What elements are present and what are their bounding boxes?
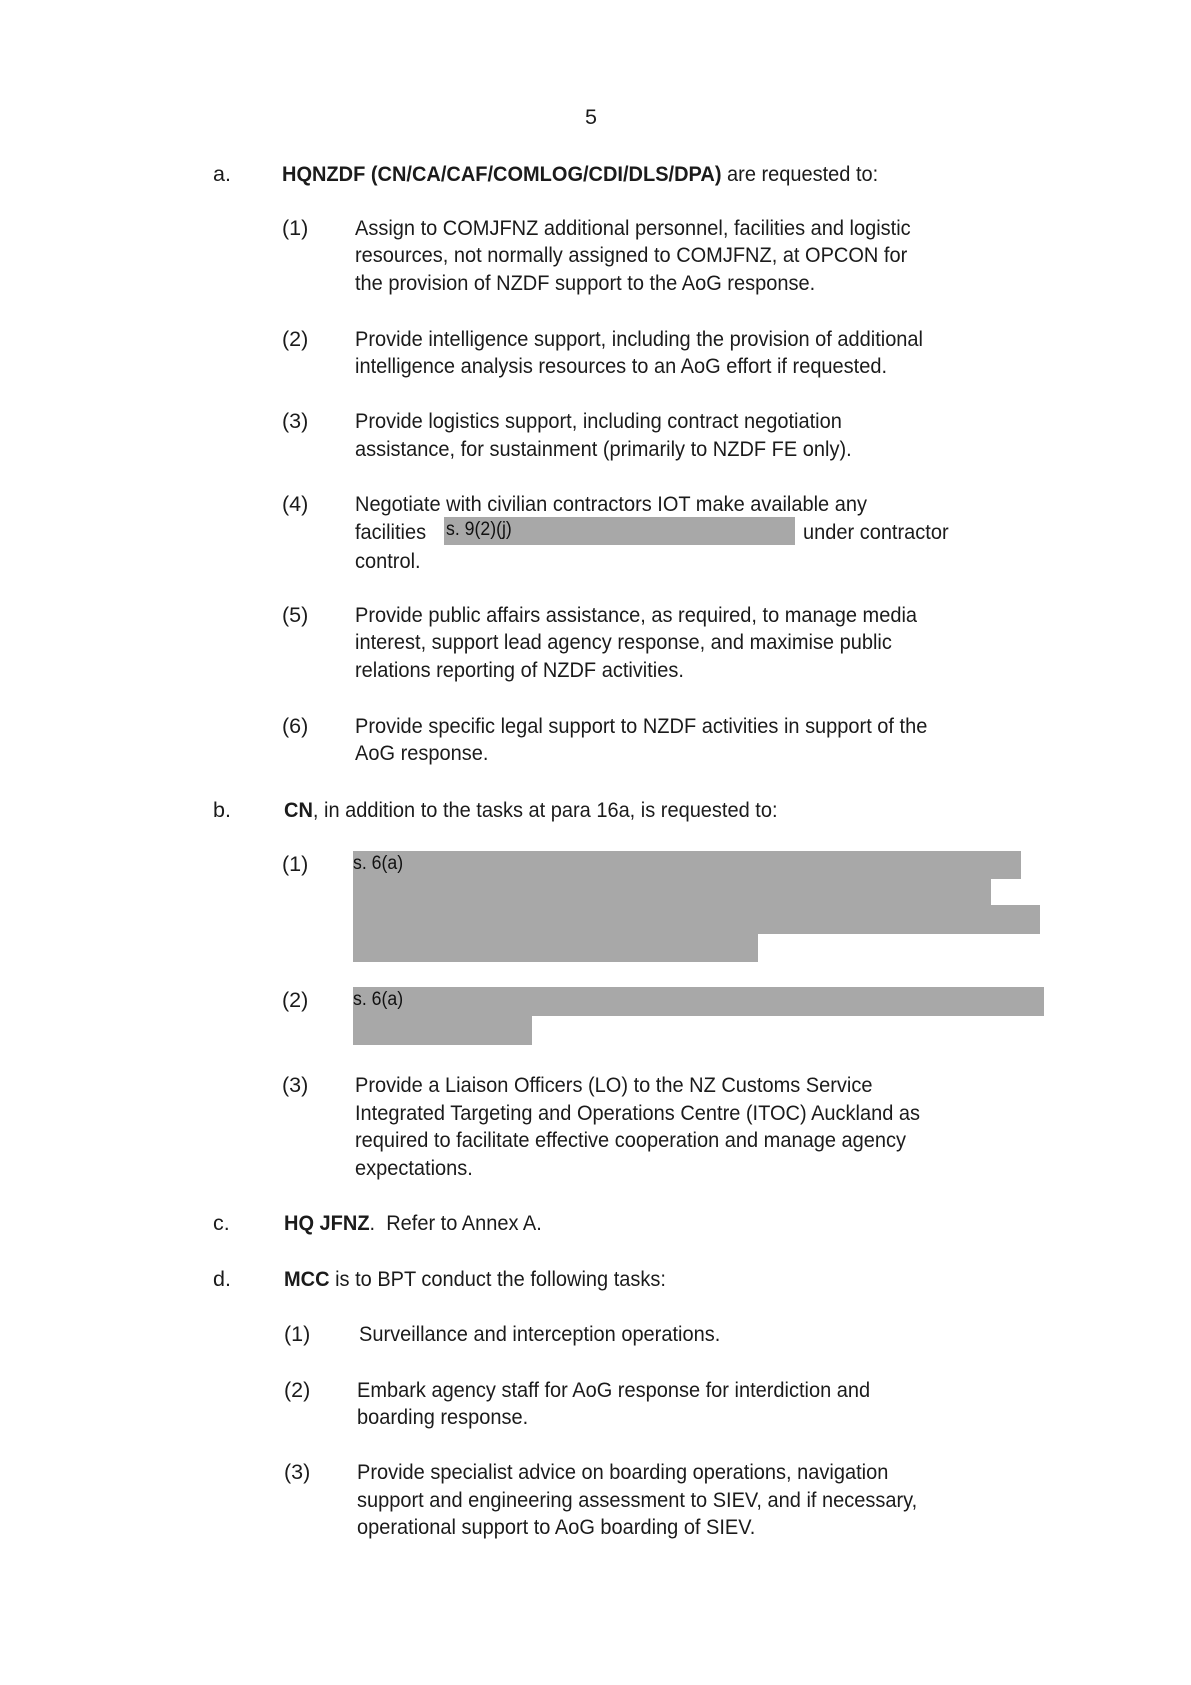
redaction-box (353, 933, 758, 962)
redaction-label: s. 9(2)(j) (446, 519, 512, 540)
item-line: Provide public affairs assistance, as required, to manage media (355, 603, 918, 627)
item-line: Integrated Targeting and Operations Centre (ITOC) Auckland as (355, 1101, 921, 1125)
item-line: Provide a Liaison Officers (LO) to the NZ Customs Service (355, 1073, 873, 1097)
item-line: resources, not normally assigned to COMJFNZ, at OPCON for (355, 243, 908, 267)
item-line: support and engineering assessment to SIEV, and if necessary, (357, 1488, 918, 1512)
page-number: 5 (585, 105, 597, 129)
para-b-text: , in addition to the tasks at para 16a, is requested to: (312, 798, 778, 822)
item-line: Surveillance and interception operations. (359, 1322, 721, 1346)
item-line: Assign to COMJFNZ additional personnel, facilities and logistic (355, 216, 911, 240)
item-line: Negotiate with civilian contractors IOT make available any (355, 492, 867, 516)
redaction-label: s. 6(a) (353, 853, 404, 874)
item-line: Provide intelligence support, including the provision of additional (355, 327, 923, 351)
para-d-bold: MCC (284, 1267, 330, 1291)
para-a-label: a. (213, 162, 231, 186)
para-a-text: are requested to: (721, 162, 879, 186)
item-number: (2) (282, 988, 309, 1012)
item-line: Embark agency staff for AoG response for interdiction and (357, 1378, 871, 1402)
item-line: operational support to AoG boarding of SIEV. (357, 1515, 756, 1539)
para-d-text: is to BPT conduct the following tasks: (329, 1267, 666, 1291)
item-line: AoG response. (355, 741, 489, 765)
redaction-box (353, 879, 991, 906)
item-line: relations reporting of NZDF activities. (355, 658, 684, 682)
item-number: (2) (282, 327, 309, 351)
para-c-bold: HQ JFNZ (284, 1211, 370, 1235)
para-b-label: b. (213, 798, 231, 822)
item-line: the provision of NZDF support to the AoG response. (355, 271, 816, 295)
item-line: Provide specific legal support to NZDF activities in support of the (355, 714, 928, 738)
para-c-heading (284, 1209, 542, 1237)
redaction-box (353, 1015, 532, 1045)
item-number: (3) (284, 1460, 311, 1484)
item-number: (5) (282, 603, 309, 627)
para-d-label: d. (213, 1267, 231, 1291)
item-line: required to facilitate effective cooperation and manage agency (355, 1128, 906, 1152)
para-a-heading (282, 160, 878, 188)
item-line: boarding response. (357, 1405, 529, 1429)
redaction-box (353, 905, 1040, 934)
item-line: control. (355, 549, 421, 573)
item-line: Provide specialist advice on boarding operations, navigation (357, 1460, 889, 1484)
item-line: interest, support lead agency response, and maximise public (355, 630, 892, 654)
para-c-text: . Refer to Annex A. (369, 1211, 542, 1235)
item-line: expectations. (355, 1156, 473, 1180)
item-number: (3) (282, 1073, 309, 1097)
item-number: (2) (284, 1378, 311, 1402)
redaction-box (353, 851, 1021, 879)
redaction-box (444, 517, 795, 545)
para-c-label: c. (213, 1211, 230, 1235)
item-number: (3) (282, 409, 309, 433)
para-b-bold: CN (284, 798, 313, 822)
item-number: (1) (284, 1322, 311, 1346)
item-line: Provide logistics support, including contract negotiation (355, 409, 842, 433)
item-line: assistance, for sustainment (primarily to NZDF FE only). (355, 437, 852, 461)
para-b-heading (284, 796, 778, 824)
item-line: facilities (355, 520, 427, 544)
item-line: under contractor (803, 520, 949, 544)
item-number: (1) (282, 852, 309, 876)
item-line: intelligence analysis resources to an AoG effort if requested. (355, 354, 888, 378)
para-a-bold: HQNZDF (CN/CA/CAF/COMLOG/CDI/DLS/DPA) (282, 162, 722, 186)
para-d-heading (284, 1265, 666, 1293)
item-number: (4) (282, 492, 309, 516)
redaction-label: s. 6(a) (353, 989, 404, 1010)
item-number: (6) (282, 714, 309, 738)
item-number: (1) (282, 216, 309, 240)
redaction-box (353, 987, 1044, 1016)
